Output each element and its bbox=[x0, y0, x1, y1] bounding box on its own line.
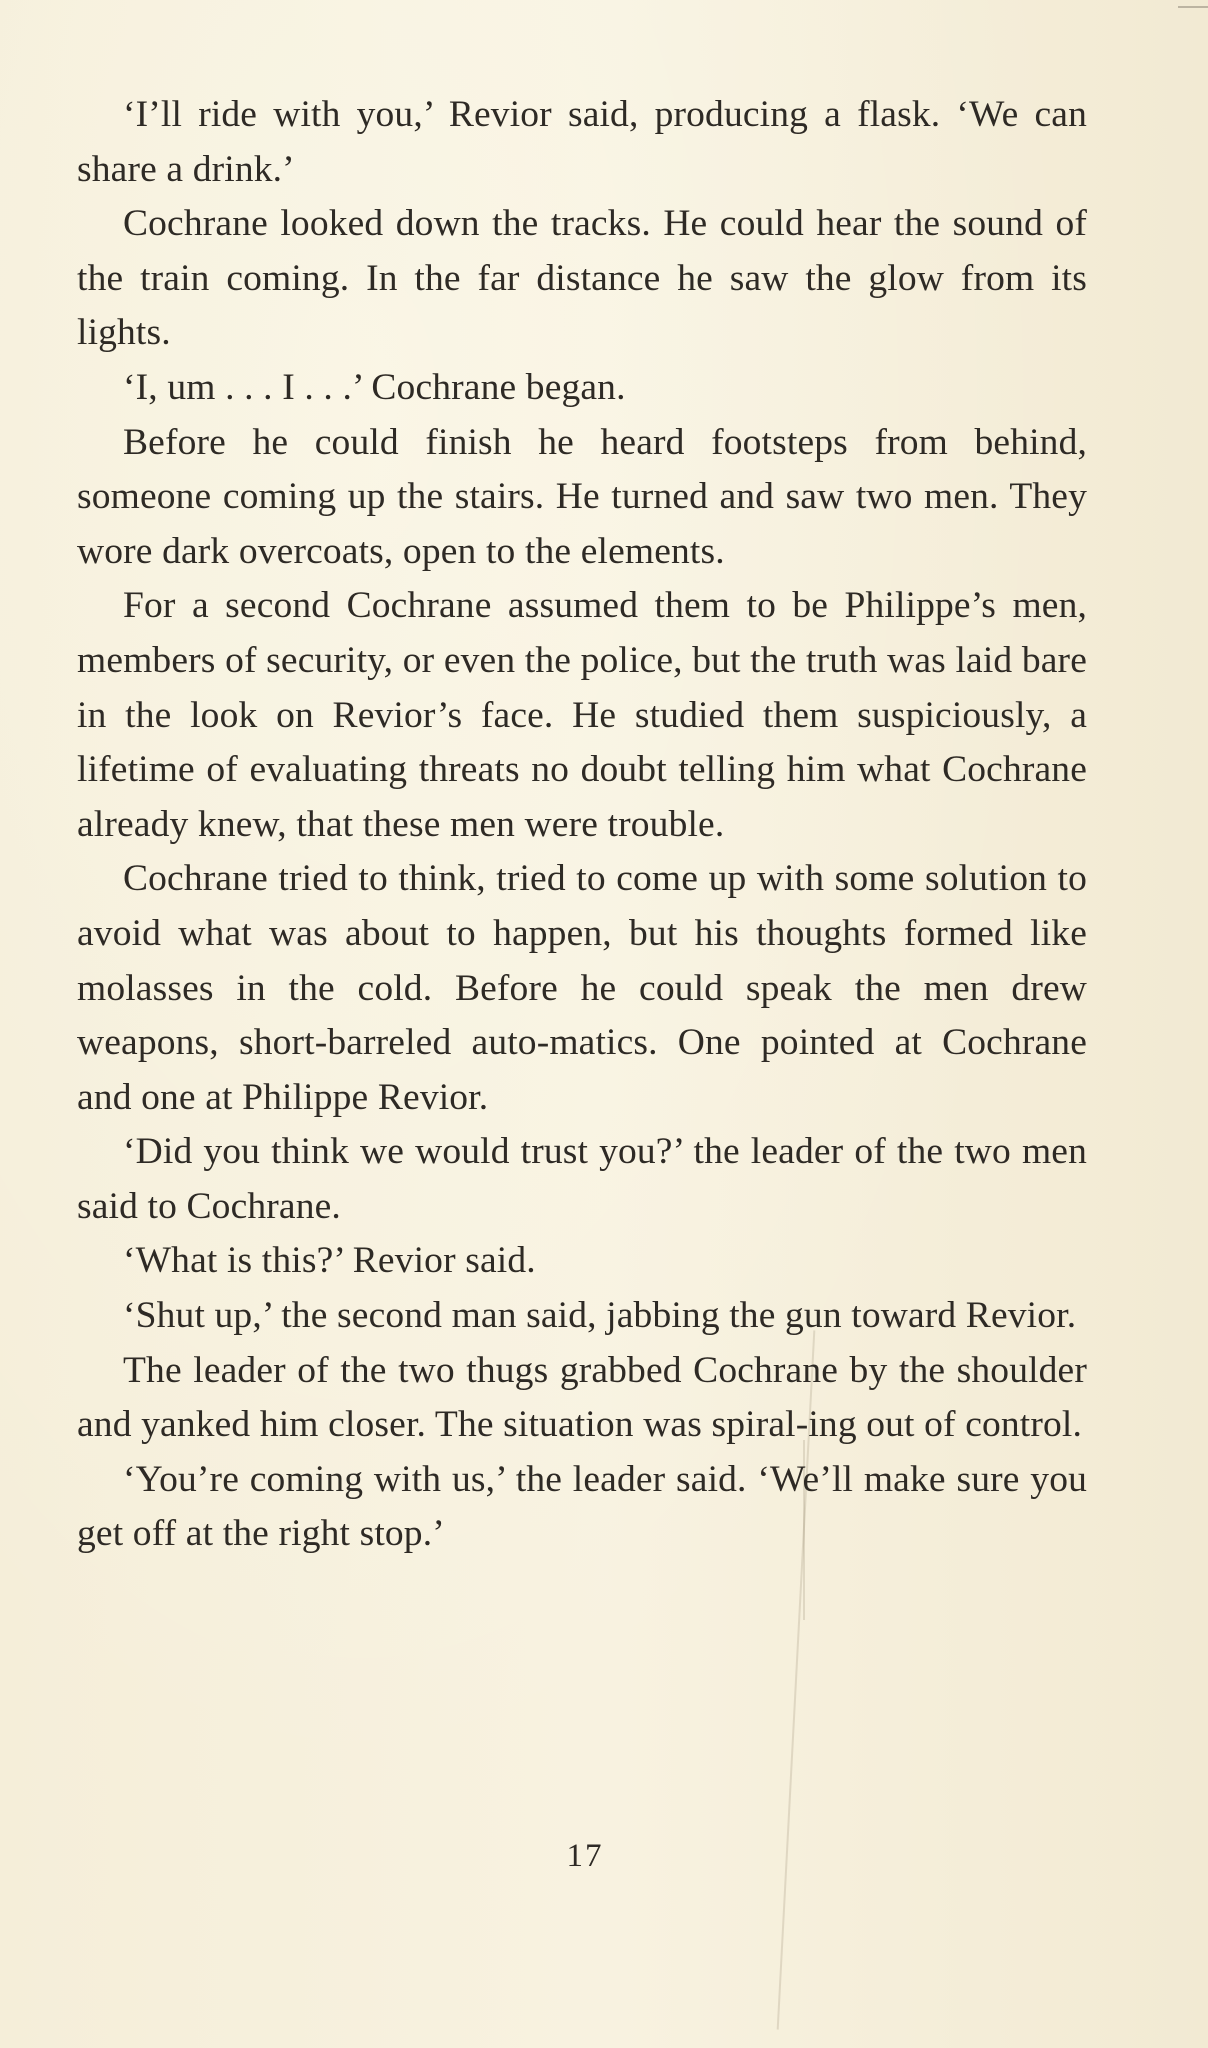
paragraph: ‘Shut up,’ the second man said, jabbing the gun toward Revior. bbox=[123, 1295, 1077, 1337]
paragraph: ‘Did you think we would trust you?’ the leader of the two men said to Cochrane. bbox=[77, 1131, 1087, 1227]
paragraph: The leader of the two thugs grabbed Cochrane by the shoulder and yanked him closer. The situation was spiral-ing out of control. bbox=[77, 1349, 1087, 1446]
page-edge-mark bbox=[1178, 0, 1208, 8]
paragraph: ‘I, um . . . I . . .’ Cochrane began. bbox=[123, 366, 626, 408]
paragraph: ‘What is this?’ Revior said. bbox=[123, 1240, 536, 1282]
paragraph: For a second Cochrane assumed them to be Philippe’s men, members of security, or even the police, but the truth was laid bare in the look on Revior’s face. He studied them suspiciously, a lifetime of evaluating threats no doubt telling him what Cochrane already knew, that these men were trouble. bbox=[77, 585, 1087, 845]
paragraph: ‘You’re coming with us,’ the leader said. ‘We’ll make sure you get off at the right stop.’ bbox=[77, 1458, 1087, 1555]
paragraph: ‘I’ll ride with you,’ Revior said, producing a flask. ‘We can share a drink.’ bbox=[77, 94, 1087, 190]
paragraph: Before he could finish he heard footsteps from behind, someone coming up the stairs. He turned and saw two men. They wore dark overcoats, open to the elements. bbox=[77, 421, 1087, 572]
paragraph: Cochrane looked down the tracks. He could hear the sound of the train coming. In the far distance he saw the glow from its lights. bbox=[77, 203, 1087, 354]
paragraph: Cochrane tried to think, tried to come up with some solution to avoid what was about to happen, but his thoughts formed like molasses in the cold. Before he could speak the men drew weapons, short-barreled auto-matics. One pointed at Cochrane and one at Philippe Revior. bbox=[77, 858, 1087, 1118]
body-text bbox=[77, 88, 1087, 1562]
page-number: 17 bbox=[566, 1838, 604, 1874]
